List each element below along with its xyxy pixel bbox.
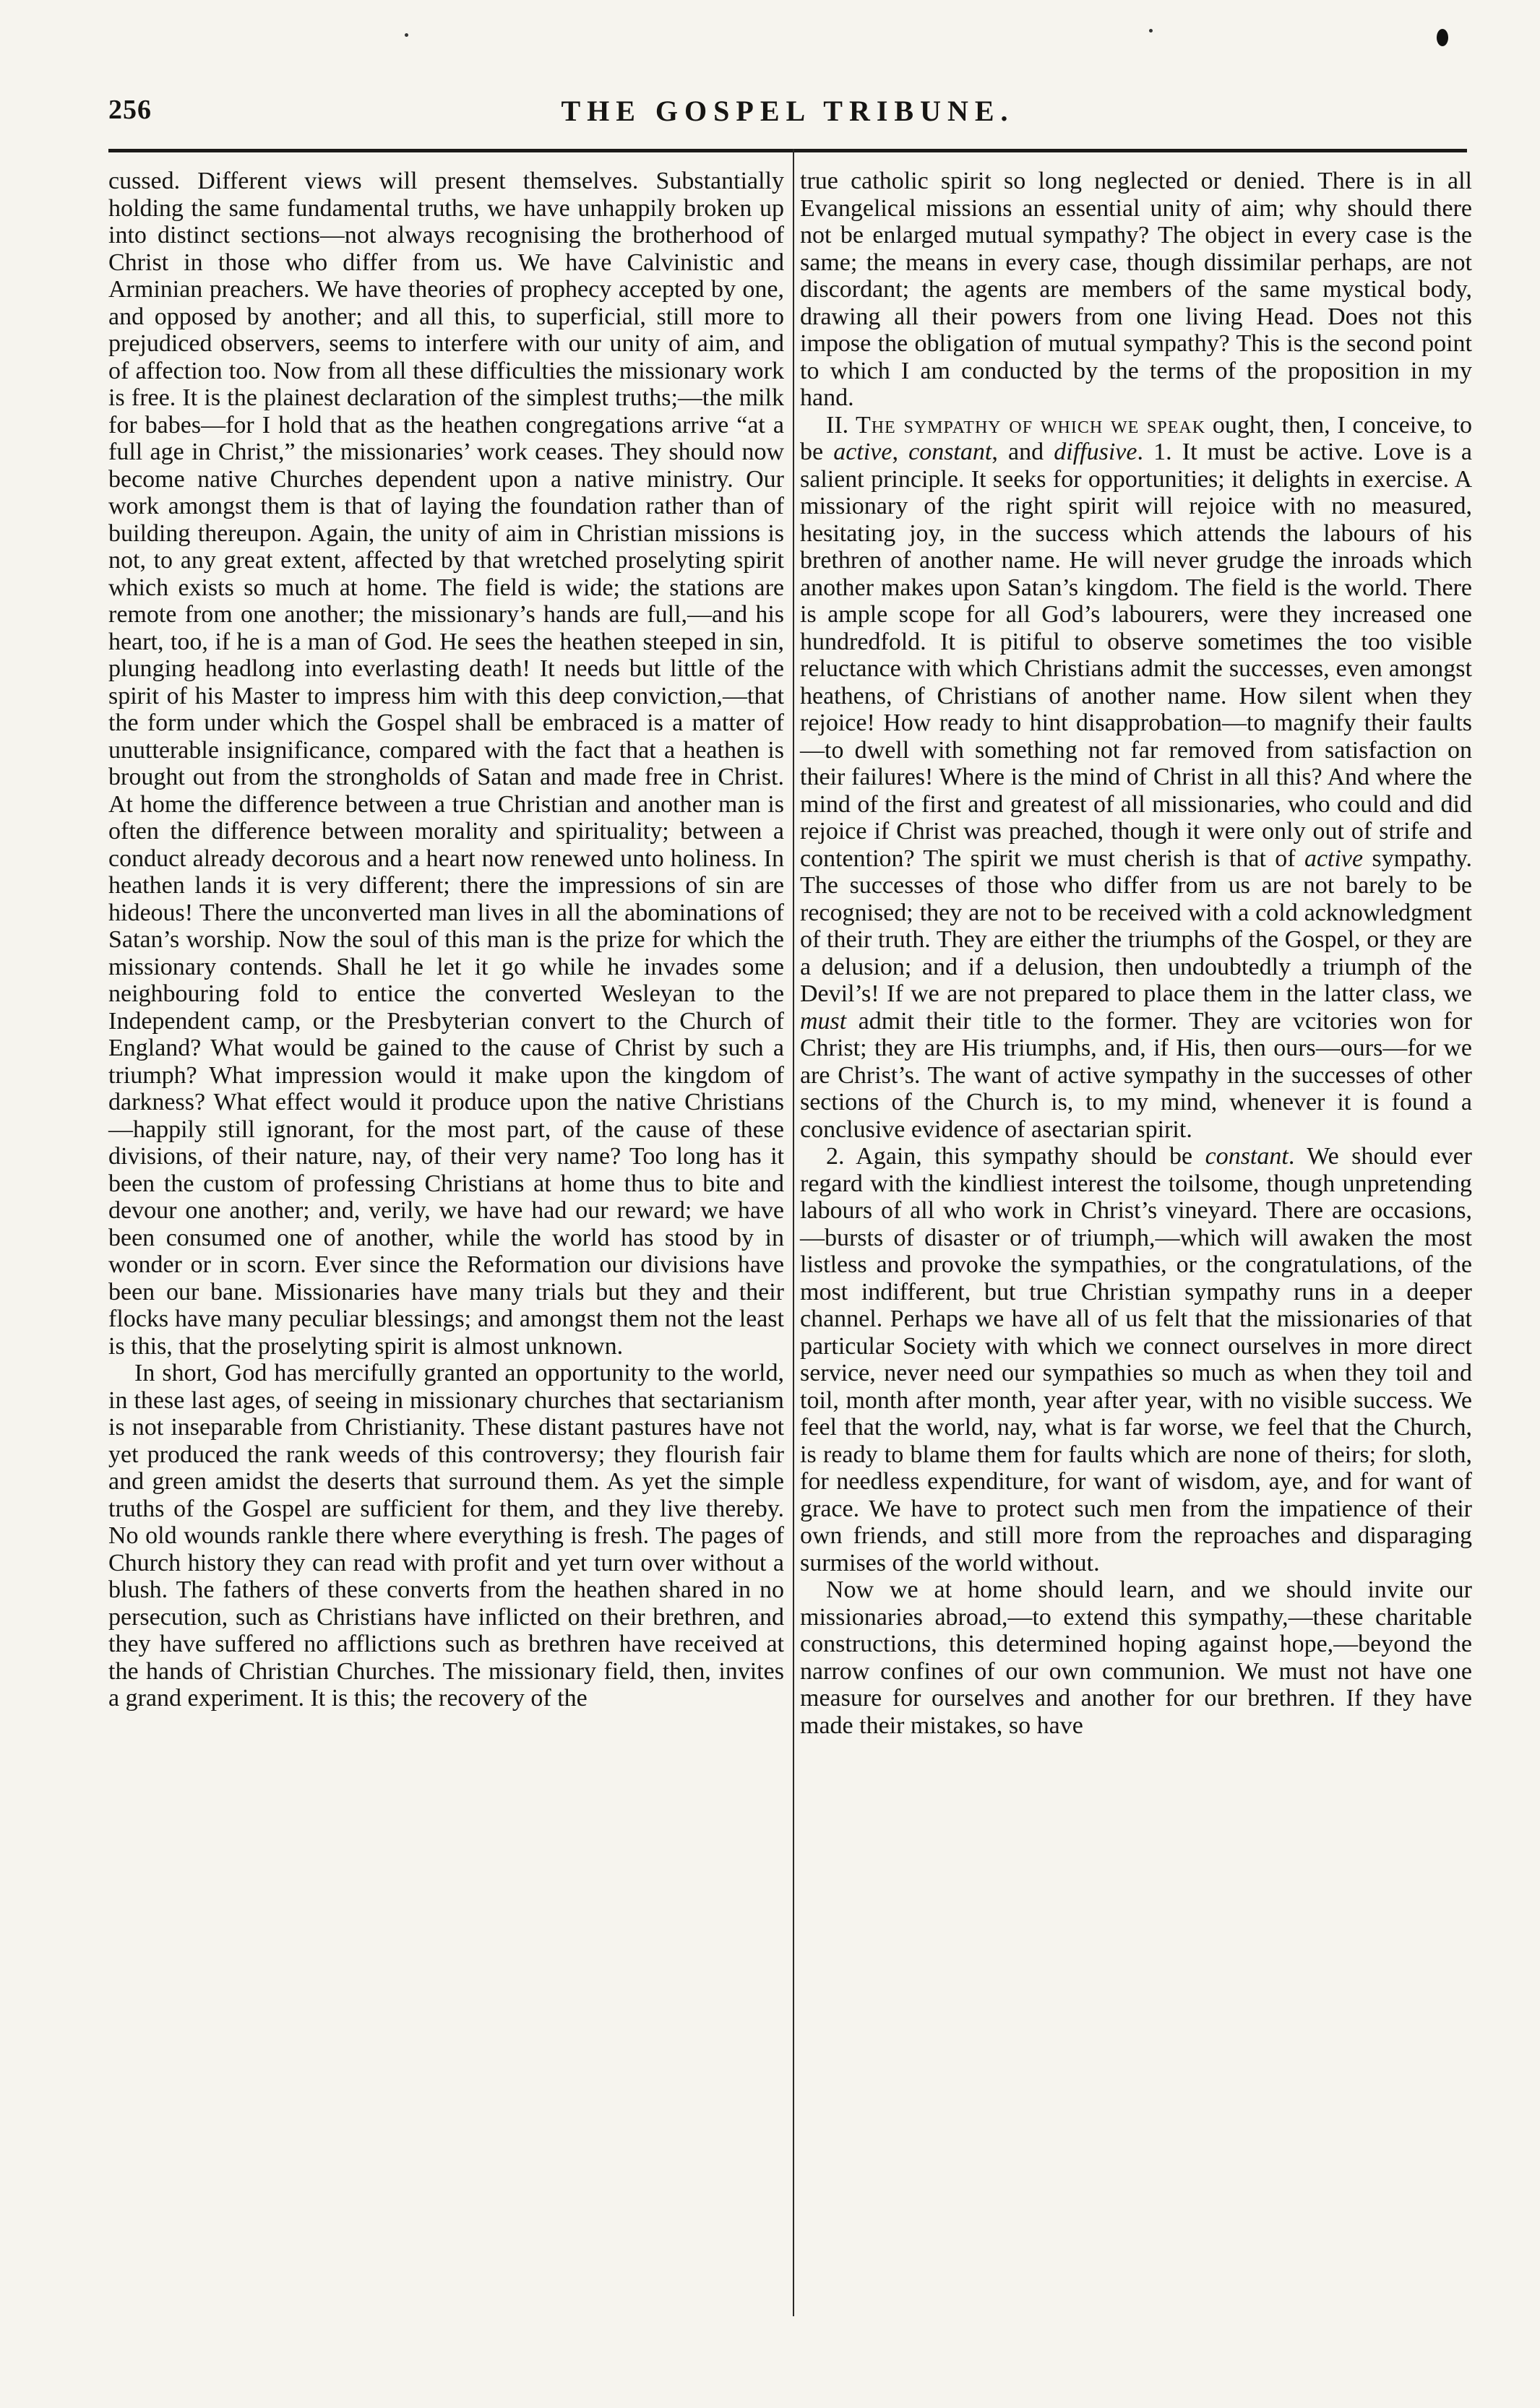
text-run: sympathy. The successes of those who differ from us are not barely to be recognised; they are not to be received with a cold acknowledgment of their truth. They are either the triumphs of the Gospel, or they are a delusion; and if a delusion, then undoubtedly a triumph of the Devil’s! If we are not prepared to place them in the latter class, we	[800, 845, 1472, 1007]
paragraph: true catholic spirit so long neglected or denied. There is in all Evangelical missions an essential unity of aim; why should there not be enlarged mutual sympathy? The object in every case is the same; the means in every case, though dissimilar perhaps, are not discordant; the agents are members of the same mystical body, drawing all their powers from one living Head. Does not this impose the obligation of mutual sympathy? This is the second point to which I am conducted by the terms of the proposition in my hand.	[800, 168, 1472, 411]
running-header	[108, 94, 1467, 137]
ink-blot	[1437, 29, 1448, 46]
emphasis: active	[833, 439, 892, 465]
left-column	[108, 168, 784, 1712]
emphasis: constant	[1205, 1143, 1289, 1170]
emphasis: must	[800, 1007, 847, 1035]
text-run: . 1. It must be active. Love is a salient principle. It seeks for opportunities; it delights in exercise. A missionary of the right spirit will rejoice with no measured, hesitating joy, in the success which attends the labours of his brethren of another name. He will never grudge the inroads which another makes upon Satan’s kingdom. The field is the world. There is ample scope for all God’s labourers, were they increased one hundredfold. It is pitiful to observe sometimes the too visible reluctance with which Christians admit the successes, even amongst heathens, of Christians of another name. How silent when they rejoice! How ready to hint disapprobation—to magnify their faults—to dwell with something not far removed from satisfaction on their failures! Where is the mind of Christ in all this? And where the mind of the first and greatest of all missionaries, who could and did rejoice if Christ was preached, though it were only out of strife and contention? The spirit we must cherish is that of	[800, 439, 1473, 872]
paragraph: In short, God has mercifully granted an opportunity to the world, in these last ages, of seeing in missionary churches that sectarianism is not inseparable from Christianity. These distant pastures have not yet produced the rank weeds of this controversy; they flourish fair and green amidst the deserts that surround them. As yet the simple truths of the Gospel are sufficient for them, and they live thereby. No old wounds rankle there where everything is fresh. The pages of Church history they can read with profit and yet turn over without a blush. The fathers of these converts from the heathen shared in no persecution, such as Christians have inflicted on their brethren, and they have suffered no afflictions such as brethren have received at the hands of Christian Churches. The missionary field, then, invites a grand experiment. It is this; the recovery of the	[108, 1360, 784, 1712]
emphasis: diffusive	[1054, 439, 1137, 465]
text-run: ought, then, I conceive, to be	[800, 411, 1473, 465]
section-numeral: II.	[826, 411, 849, 439]
header-rule	[108, 149, 1467, 152]
text-run: admit their title to the former. They are vcitories won for Christ; they are His triumphs, and, if His, then ours—ours—for we are Christ’s. The want of active sympathy in the successes of other sections of the Church is, to my mind, whenever it is found a conclusive evidence of asectarian spirit.	[800, 1007, 1472, 1143]
ink-speck	[405, 33, 408, 37]
page-number: 256	[108, 95, 152, 125]
text-run: . We should ever regard with the kindliest interest the toilsome, though unpretending labours of all who work in Christ’s vineyard. There are occasions,—bursts of disaster or of triumph,—which will awaken the most listless and provoke the sympathies, or the congratulations, of the most indifferent, but true Christian sympathy runs in a deeper channel. Perhaps we have all of us felt that the missionaries of that particular Society with which we connect ourselves in more direct service, never need our sympathies so much as when they toil and toil, month after month, year after year, with no visible success. We feel that the world, nay, what is far worse, we feel that the Church, is ready to blame them for faults which are none of theirs; for sloth, for needless expenditure, for want of wisdom, aye, and for want of grace. We have to protect such men from the impatience of their own friends, and still more from the reproaches and disparaging surmises of the world without.	[800, 1143, 1472, 1576]
paragraph-section-two	[800, 412, 1472, 1144]
text-run: , and	[991, 439, 1054, 465]
ink-speck	[1149, 29, 1153, 33]
paragraph	[800, 1143, 1472, 1576]
paragraph: Now we at home should learn, and we should invite our missionaries abroad,—to extend this sympathy,—these charitable constructions, this determined hoping against hope,—beyond the narrow confines of our own communion. We must not have one measure for ourselves and another for our brethren. If they have made their mistakes, so have	[800, 1576, 1472, 1739]
emphasis: constant	[908, 439, 992, 465]
emphasis: active	[1304, 845, 1364, 872]
column-divider	[793, 149, 794, 2316]
journal-title: THE GOSPEL TRIBUNE.	[561, 95, 1015, 127]
text-run: 2. Again, this sympathy should be	[826, 1143, 1205, 1170]
right-column	[800, 168, 1472, 1739]
section-heading: The sympathy of which we speak	[855, 411, 1206, 439]
text-run: ,	[892, 439, 909, 465]
paragraph: cussed. Different views will present themselves. Substantially holding the same fundamental truths, we have unhappily broken up into distinct sections—not always recognising the brotherhood of Christ in those who differ from us. We have Calvinistic and Arminian preachers. We have theories of prophecy accepted by one, and opposed by another; and all this, to superficial, still more to prejudiced observers, seems to interfere with our unity of aim, and of affection too. Now from all these difficulties the missionary work is free. It is the plainest declaration of the simplest truths;—the milk for babes—for I hold that as the heathen congregations arrive “at a full age in Christ,” the missionaries’ work ceases. They should now become native Churches dependent upon a native ministry. Our work amongst them is that of laying the foundation rather than of building thereupon. Again, the unity of aim in Christian missions is not, to any great extent, affected by that wretched proselyting spirit which exists so much at home. The field is wide; the stations are remote from one another; the missionary’s hands are full,—and his heart, too, if he is a man of God. He sees the heathen steeped in sin, plunging headlong into everlasting death! It needs but little of the spirit of his Master to impress him with this deep conviction,—that the form under which the Gospel shall be embraced is a matter of unutterable insignificance, compared with the fact that a heathen is brought out from the strongholds of Satan and made free in Christ. At home the difference between a true Christian and another man is often the difference between morality and spirituality; between a conduct already decorous and a heart now renewed unto holiness. In heathen lands it is very different; there the impressions of sin are hideous! There the unconverted man lives in all the abominations of Satan’s worship. Now the soul of this man is the prize for which the missionary contends. Shall he let it go while he invades some neighbouring fold to entice the converted Wesleyan to the Independent camp, or the Presbyterian convert to the Church of England? What would be gained to the cause of Christ by such a triumph? What impression would it make upon the kingdom of darkness? What effect would it produce upon the native Christians—happily still ignorant, for the most part, of the cause of these divisions, of their nature, nay, of their very name? Too long has it been the custom of professing Christians at home thus to bite and devour one another; and, verily, we have had our reward; we have been consumed one of another, while the world has stood by in wonder or in scorn. Ever since the Reformation our divisions have been our bane. Missionaries have many trials but they and their flocks have many peculiar blessings; and amongst them not the least is this, that the proselyting spirit is almost unknown.	[108, 168, 784, 1360]
